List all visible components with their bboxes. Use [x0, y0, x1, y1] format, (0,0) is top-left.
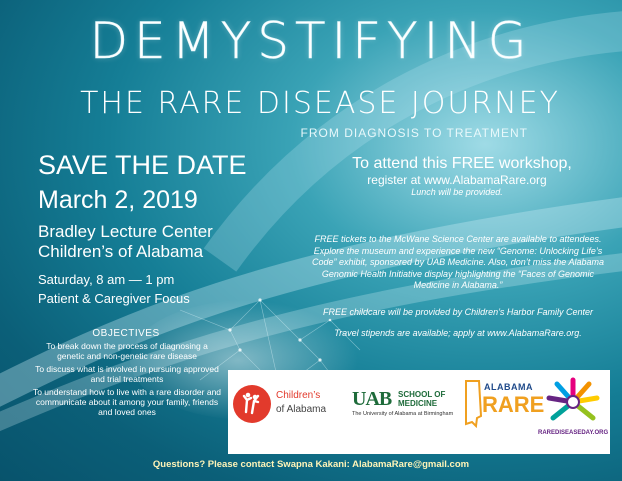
objectives-heading: OBJECTIVES	[92, 328, 160, 339]
uab-medicine-logo	[352, 388, 462, 428]
childrens-of-alabama-logo	[232, 382, 342, 432]
alabama-state-icon	[464, 380, 482, 428]
rare-disease-day-url[interactable]: RAREDISEASEDAY.ORG	[538, 430, 609, 436]
alabama-word: ALABAMA	[484, 382, 533, 392]
uab-medicine: MEDICINE	[398, 399, 438, 408]
rare-disease-day-logo	[538, 374, 608, 452]
objective-item: To understand how to live with a rare disorder and communicate about it among your family, friends and loved ones	[32, 387, 222, 417]
lunch-note: Lunch will be provided.	[411, 187, 503, 197]
event-date: March 2, 2019	[38, 186, 198, 214]
childrens-logo-icon	[232, 384, 272, 424]
rare-disease-day-hands-icon	[545, 376, 601, 426]
objective-item: To discuss what is involved in pursuing approved and trial treatments	[35, 364, 219, 384]
logo-strip	[228, 370, 610, 454]
rare-word: RARE	[482, 392, 545, 417]
childcare-paragraph: FREE childcare will be provided by Children’s Harbor Family Center	[323, 307, 593, 317]
objective-item: To break down the process of diagnosing a genetic and non-genetic rare disease	[46, 341, 208, 361]
childrens-logo-line2: of Alabama	[276, 404, 327, 415]
uab-tagline: The University of Alabama at Birmingham	[352, 411, 454, 417]
attend-headline: To attend this FREE workshop,	[352, 155, 572, 172]
title-tagline: FROM DIAGNOSIS TO TREATMENT	[300, 126, 528, 140]
title-main: DEMYSTIFYING	[89, 12, 533, 70]
travel-paragraph: Travel stipends are available; apply at www.AlabamaRare.org.	[334, 328, 582, 338]
tickets-paragraph: FREE tickets to the McWane Science Center are available to attendees. Explore the museum and experience the new “Genome: Unlocking Life’s Code” exhibit, sponsored by UAB Medicine. Also, don’t miss the Alabama Genomic Health Initiative display highlighting the “Faces of Genomic Medicine in Alabama.”	[312, 234, 604, 290]
contact-line[interactable]: Questions? Please contact Swapna Kakani: AlabamaRare@gmail.com	[152, 459, 470, 470]
title-subtitle: THE RARE DISEASE JOURNEY	[80, 86, 560, 121]
venue-line-2: Children’s of Alabama	[38, 242, 204, 261]
uab-mark: UAB	[352, 388, 392, 410]
venue-line-1: Bradley Lecture Center	[38, 222, 213, 241]
childrens-logo-line1: Children’s	[276, 390, 321, 401]
alabama-rare-logo	[464, 376, 545, 446]
event-focus: Patient & Caregiver Focus	[38, 291, 190, 306]
save-the-date: SAVE THE DATE	[38, 150, 247, 180]
event-time: Saturday, 8 am — 1 pm	[38, 272, 175, 287]
uab-school-of: SCHOOL OF	[398, 390, 446, 399]
register-line[interactable]: register at www.AlabamaRare.org	[367, 173, 547, 187]
